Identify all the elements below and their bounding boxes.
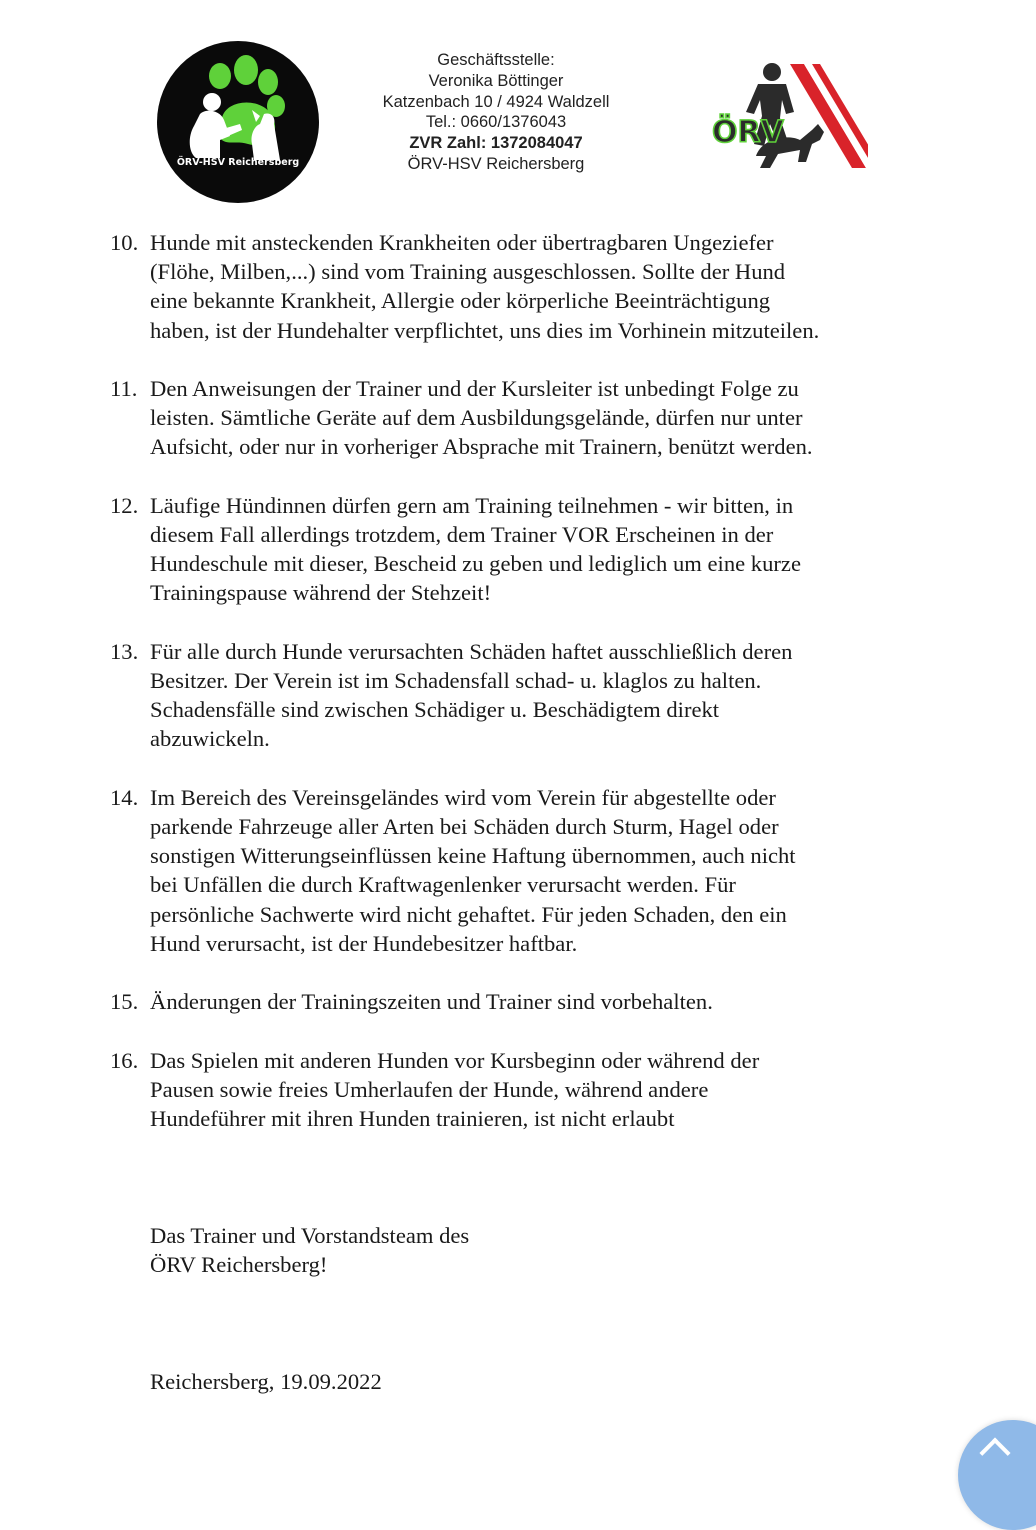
rule-text: Im Bereich des Vereinsgeländes wird vom Verein für abgestellte oder parkende Fahrzeuge aller Arten bei Schäden durch Sturm, Hagel oder sonstigen Witterungseinflüssen keine Haftung übernommen, auch nicht bei Unfällen die durch Kraftwagenlenker verursacht werden. Für persönliche Sachwerte wird nicht gehaftet. Für jeden Schaden, den ein Hund verursacht, ist der Hundebesitzer haftbar.	[150, 784, 796, 956]
rule-text: Für alle durch Hunde verursachten Schäden haftet ausschließlich deren Besitzer. Der Verein ist im Schadensfall schad- u. klaglos zu halten. Schadensfälle sind zwischen Schädiger u. Beschädigtem direkt abzuwickeln.	[150, 638, 793, 752]
office-zvr-number: ZVR Zahl: 1372084047	[409, 134, 583, 153]
rule-item	[110, 491, 920, 608]
rule-item	[110, 637, 920, 754]
rule-item	[110, 374, 920, 462]
rule-number: 10.	[110, 230, 139, 255]
rule-text: Hunde mit ansteckenden Krankheiten oder übertragbaren Ungeziefer (Flöhe, Milben,...) sind vom Training ausgeschlossen. Sollte der Hund eine bekannte Krankheit, Allergie oder körperliche Beeinträchtigung haben, ist der Hundehalter verpflichtet, uns dies im Vorhinein mitzuteilen.	[150, 230, 820, 343]
closing-signature: Das Trainer und Vorstandsteam des ÖRV Reichersberg!	[150, 1223, 470, 1278]
chevron-up-icon	[979, 1437, 1010, 1468]
rule-item	[110, 987, 920, 1016]
logo-right-text: ÖRV	[712, 115, 784, 150]
rule-number: 13.	[110, 638, 139, 664]
rule-text: Den Anweisungen der Trainer und der Kursleiter ist unbedingt Folge zu leisten. Sämtliche Geräte auf dem Ausbildungsgelände, dürfen nur unter Aufsicht, oder nur in vorheriger Absprache mit Trainern, benützt werden.	[150, 376, 813, 460]
office-address: Katzenbach 10 / 4924 Waldzell	[382, 92, 610, 111]
rule-number: 14.	[110, 784, 139, 810]
logo-left-text: ÖRV-HSV Reichersberg	[176, 157, 300, 168]
rule-number: 11.	[110, 376, 138, 401]
rule-item	[110, 228, 920, 345]
scroll-up-button[interactable]	[958, 1420, 1036, 1530]
club-logo-left	[156, 40, 320, 204]
rule-item	[110, 1046, 920, 1134]
office-contact-name: Veronika Böttinger	[428, 71, 564, 90]
rule-number: 16.	[110, 1047, 139, 1073]
oerv-logo-right	[708, 60, 868, 172]
office-club-name: ÖRV-HSV Reichersberg	[407, 154, 585, 173]
office-heading: Geschäftsstelle:	[437, 51, 555, 69]
rule-item	[110, 783, 920, 958]
office-phone: Tel.: 0660/1376043	[425, 113, 567, 132]
place-and-date: Reichersberg, 19.09.2022	[150, 1369, 382, 1394]
rule-number: 12.	[110, 492, 139, 518]
rule-number: 15.	[110, 989, 139, 1015]
rule-text: Läufige Hündinnen dürfen gern am Training teilnehmen - wir bitten, in diesem Fall allerdings trotzdem, dem Trainer VOR Erscheinen in der Hundeschule mit dieser, Bescheid zu geben und lediglich um eine kurze Trainingspause während der Stehzeit!	[150, 492, 801, 606]
office-contact-block	[346, 50, 646, 175]
rule-text: Das Spielen mit anderen Hunden vor Kursbeginn oder während der Pausen sowie freies Umherlaufen der Hunde, während andere Hundeführer mit ihren Hunden trainieren, ist nicht erlaubt	[150, 1047, 760, 1131]
rule-text: Änderungen der Trainingszeiten und Trainer sind vorbehalten.	[150, 989, 713, 1015]
rules-list	[110, 228, 920, 1162]
